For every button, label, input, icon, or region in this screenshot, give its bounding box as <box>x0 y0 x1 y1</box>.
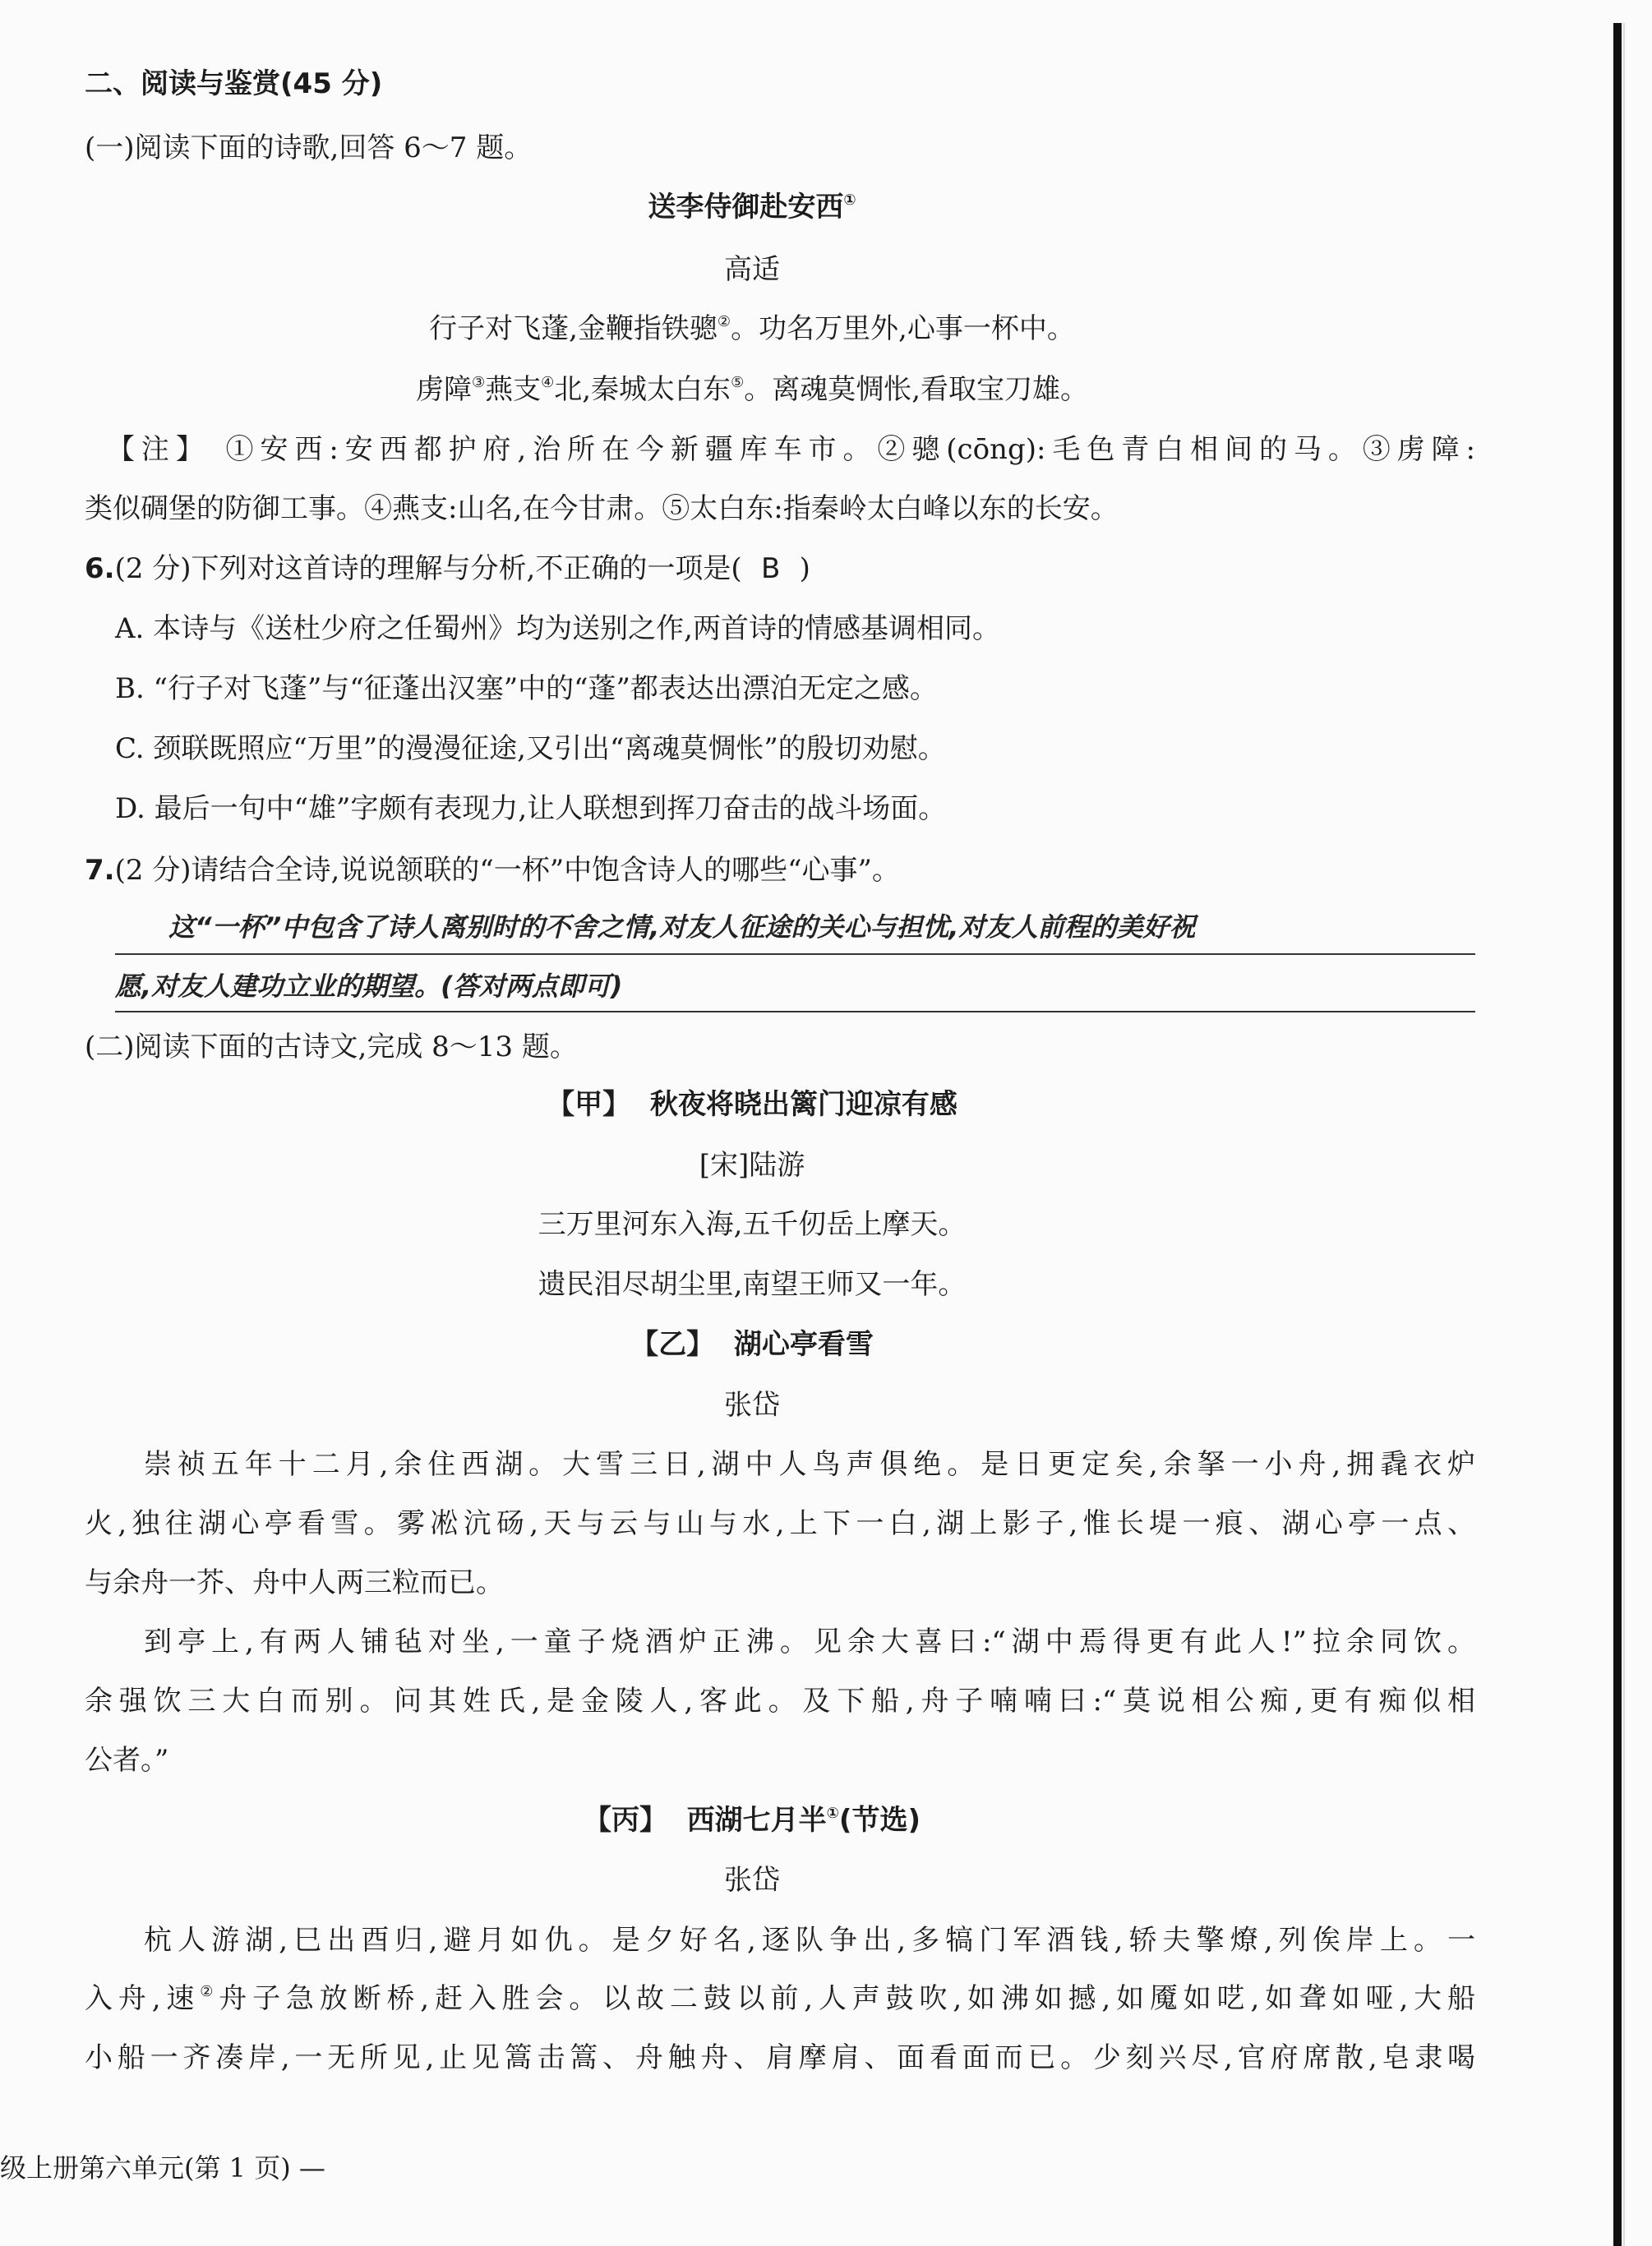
text-jia-line-2: 遗民泪尽胡尘里,南望王师又一年。 <box>538 1268 967 1301</box>
question-6-answer: B <box>760 552 781 585</box>
question-6-option-b: B. “行子对飞蓬”与“征蓬出汉塞”中的“蓬”都表达出漂泊无定之感。 <box>115 672 938 705</box>
page-footer: 级上册第六单元(第 1 页) — <box>0 2152 325 2184</box>
text-bing-author: 张岱 <box>724 1864 780 1897</box>
text-bing-line-1: 杭人游湖,巳出酉归,避月如仇。是夕好名,逐队争出,多犒门军酒钱,轿夫擎燎,列俟岸上。一 <box>144 1924 1475 1957</box>
question-6-stem: 6.(2 分)下列对这首诗的理解与分析,不正确的一项是( B ) <box>85 552 810 585</box>
question-7-stem: 7.(2 分)请结合全诗,说说颔联的“一杯”中饱含诗人的哪些“心事”。 <box>85 854 900 887</box>
part2-intro: (二)阅读下面的古诗文,完成 8～13 题。 <box>85 1031 578 1063</box>
poem-title: 送李侍御赴安西① <box>648 191 856 224</box>
question-7-answer-line-1: 这“一杯”中包含了诗人离别时的不舍之情,对友人征途的关心与担忧,对友人前程的美好祝 <box>168 911 1196 943</box>
text-jia-author: [宋]陆游 <box>699 1149 805 1182</box>
text-yi-p2-line-3: 公者。” <box>85 1744 169 1777</box>
text-bing-title: 【丙】 西湖七月半①(节选) <box>583 1804 921 1837</box>
question-6-option-d: D. 最后一句中“雄”字颇有表现力,让人联想到挥刀奋击的战斗场面。 <box>115 792 947 825</box>
page-edge-shadow <box>1613 23 1622 2246</box>
poem-author: 高适 <box>724 253 780 286</box>
text-yi-p1-line-2: 火,独往湖心亭看雪。雾凇沆砀,天与云与山与水,上下一白,湖上影子,惟长堤一痕、湖心亭一点、 <box>85 1507 1475 1540</box>
footnote-mark: ① <box>843 191 856 209</box>
text-bing-line-3: 小船一齐凑岸,一无所见,止见篙击篙、舟触舟、肩摩肩、面看面而已。少刻兴尽,官府席散,皂隶喝 <box>85 2041 1475 2074</box>
text-yi-title: 【乙】 湖心亭看雪 <box>630 1328 874 1361</box>
text-yi-p2-line-1: 到亭上,有两人铺毡对坐,一童子烧酒炉正沸。见余大喜曰:“湖中焉得更有此人!”拉余同饮。 <box>144 1626 1475 1658</box>
section-heading: 二、阅读与鉴赏(45 分) <box>85 67 383 100</box>
text-yi-author: 张岱 <box>724 1389 780 1422</box>
page-fold-line <box>1623 23 1625 2246</box>
poem-notes-line-1: 【注】 ①安西:安西都护府,治所在今新疆库车市。②骢(cōng):毛色青白相间的马。③虏障: <box>107 433 1475 466</box>
question-6-option-c: C. 颈联既照应“万里”的漫漫征途,又引出“离魂莫惆怅”的殷切劝慰。 <box>115 732 946 765</box>
answer-rule-1 <box>115 953 1475 955</box>
text-bing-line-2: 入舟,速②舟子急放断桥,赶入胜会。以故二鼓以前,人声鼓吹,如沸如撼,如魇如呓,如聋如哑,大船 <box>85 1982 1476 2015</box>
question-7-answer-line-2: 愿,对友人建功立业的期望。(答对两点即可) <box>115 971 623 1002</box>
part1-intro: (一)阅读下面的诗歌,回答 6～7 题。 <box>85 131 533 164</box>
text-yi-p1-line-3: 与余舟一芥、舟中人两三粒而已。 <box>85 1566 504 1599</box>
text-jia-title: 【甲】 秋夜将晓出篱门迎凉有感 <box>547 1088 958 1121</box>
text-yi-p1-line-1: 崇祯五年十二月,余住西湖。大雪三日,湖中人鸟声俱绝。是日更定矣,余拏一小舟,拥毳衣炉 <box>144 1448 1475 1481</box>
poem-notes-line-2: 类似碉堡的防御工事。④燕支:山名,在今甘肃。⑤太白东:指秦岭太白峰以东的长安。 <box>85 492 1119 525</box>
poem-line-1: 行子对飞蓬,金鞭指铁骢②。功名万里外,心事一杯中。 <box>429 312 1075 345</box>
text-jia-line-1: 三万里河东入海,五千仞岳上摩天。 <box>538 1208 967 1241</box>
text-yi-p2-line-2: 余强饮三大白而别。问其姓氏,是金陵人,客此。及下船,舟子喃喃曰:“莫说相公痴,更有痴似相 <box>85 1685 1475 1718</box>
question-6-option-a: A. 本诗与《送杜少府之任蜀州》均为送别之作,两首诗的情感基调相同。 <box>115 612 1000 645</box>
answer-rule-2 <box>115 1011 1475 1012</box>
poem-line-2: 虏障③燕支④北,秦城太白东⑤。离魂莫惆怅,看取宝刀雄。 <box>415 373 1089 406</box>
